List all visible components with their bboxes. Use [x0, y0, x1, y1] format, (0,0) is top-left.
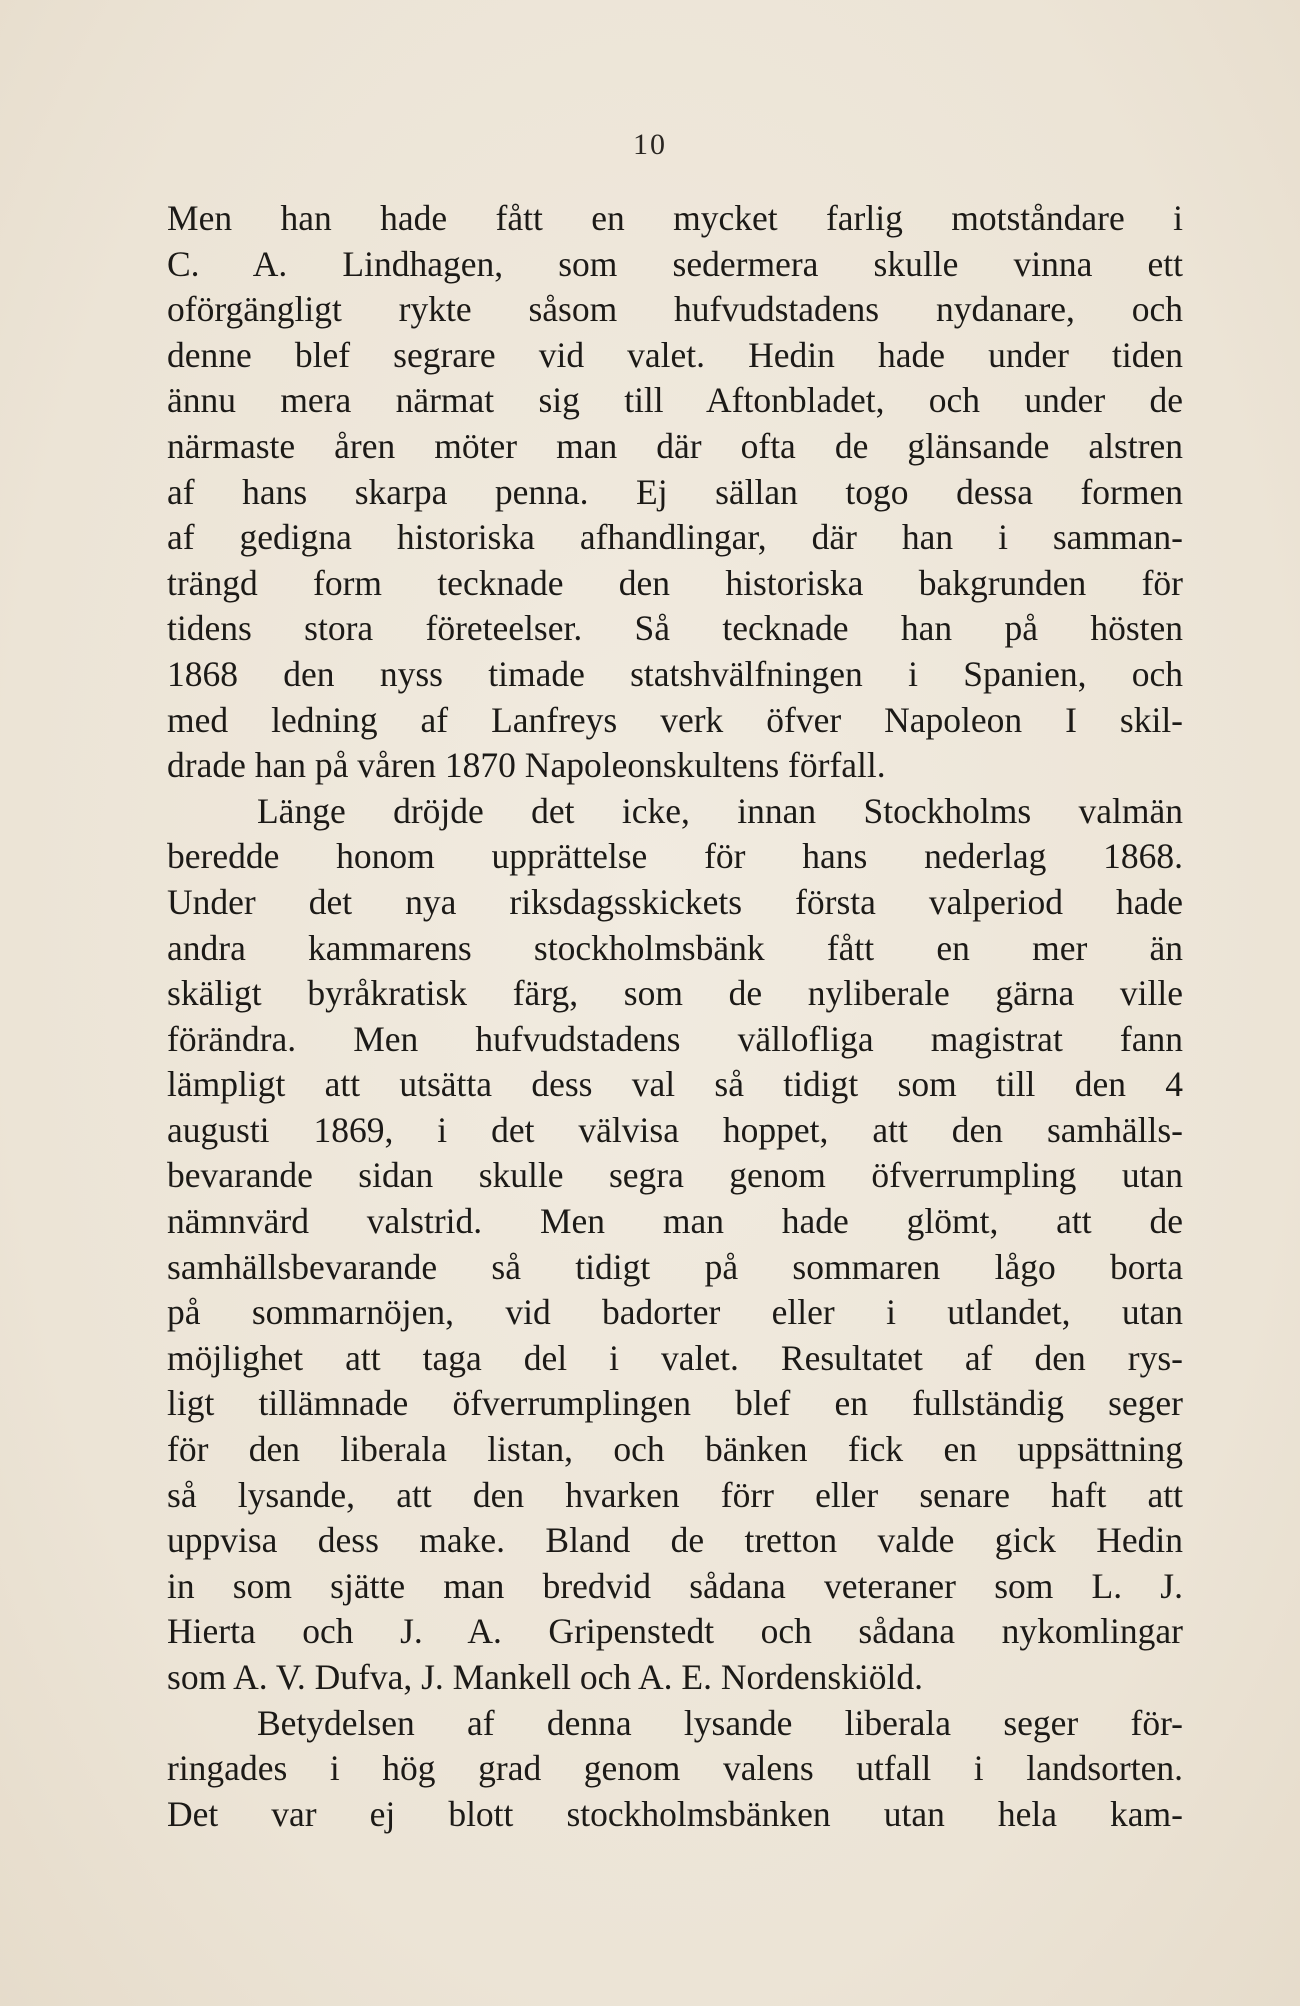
text-line: beredde honom upprättelse för hans nederlag 1868. [167, 836, 1183, 877]
text-line: trängd form tecknade den historiska bakgrunden för [167, 562, 1183, 603]
text-line: nämnvärd valstrid. Men man hade glömt, att de [167, 1201, 1183, 1242]
text-line: ligt tillämnade öfverrumplingen blef en fullständig seger [167, 1383, 1183, 1424]
text-line: af hans skarpa penna. Ej sällan togo dessa formen [167, 471, 1183, 512]
text-line: 1868 den nyss timade statshvälfningen i Spanien, och [167, 653, 1183, 694]
text-line: uppvisa dess make. Bland de tretton valde gick Hedin [167, 1520, 1183, 1561]
text-line: Under det nya riksdagsskickets första valperiod hade [167, 881, 1183, 922]
text-line: ringades i hög grad genom valens utfall i landsorten. [167, 1748, 1183, 1789]
text-line: oförgängligt rykte såsom hufvudstadens nydanare, och [167, 289, 1183, 330]
text-line: skäligt byråkratisk färg, som de nyliberale gärna ville [167, 973, 1183, 1014]
text-line: med ledning af Lanfreys verk öfver Napoleon I skil- [167, 699, 1183, 740]
text-line: Hierta och J. A. Gripenstedt och sådana nykomlingar [167, 1611, 1183, 1652]
text-line: Det var ej blott stockholmsbänken utan hela kam- [167, 1793, 1183, 1834]
text-line: så lysande, att den hvarken förr eller senare haft att [167, 1474, 1183, 1515]
text-line: drade han på våren 1870 Napoleonskultens förfall. [167, 745, 886, 786]
body-text [167, 196, 1183, 1837]
text-line: lämpligt att utsätta dess val så tidigt som till den 4 [167, 1064, 1183, 1105]
text-line: som A. V. Dufva, J. Mankell och A. E. Nordenskiöld. [167, 1657, 923, 1697]
page-number: 10 [633, 128, 667, 161]
text-line: in som sjätte man bredvid sådana veteraner som L. J. [167, 1565, 1183, 1606]
text-line: augusti 1869, i det välvisa hoppet, att den samhälls- [167, 1109, 1183, 1150]
text-line: tidens stora företeelser. Så tecknade han på hösten [167, 608, 1183, 649]
text-line: för den liberala listan, och bänken fick en uppsättning [167, 1429, 1183, 1470]
text-line: samhällsbevarande så tidigt på sommaren lågo borta [167, 1246, 1183, 1287]
text-line: C. A. Lindhagen, som sedermera skulle vinna ett [167, 243, 1183, 284]
text-line: af gedigna historiska afhandlingar, där han i samman- [167, 517, 1183, 558]
text-line: möjlighet att taga del i valet. Resultatet af den rys- [167, 1337, 1183, 1378]
text-line: förändra. Men hufvudstadens vällofliga magistrat fann [167, 1018, 1183, 1059]
text-line: ännu mera närmat sig till Aftonbladet, och under de [167, 380, 1183, 421]
text-line: andra kammarens stockholmsbänk fått en mer än [167, 927, 1183, 968]
text-line: närmaste åren möter man där ofta de glänsande alstren [167, 425, 1183, 466]
text-line: Länge dröjde det icke, innan Stockholms valmän [257, 790, 1183, 831]
text-line: bevarande sidan skulle segra genom öfverrumpling utan [167, 1155, 1183, 1196]
text-line: denne blef segrare vid valet. Hedin hade under tiden [167, 334, 1183, 375]
text-line: Betydelsen af denna lysande liberala seger för- [257, 1702, 1183, 1743]
text-line: Men han hade fått en mycket farlig motståndare i [167, 198, 1183, 238]
text-line: på sommarnöjen, vid badorter eller i utlandet, utan [167, 1292, 1183, 1333]
